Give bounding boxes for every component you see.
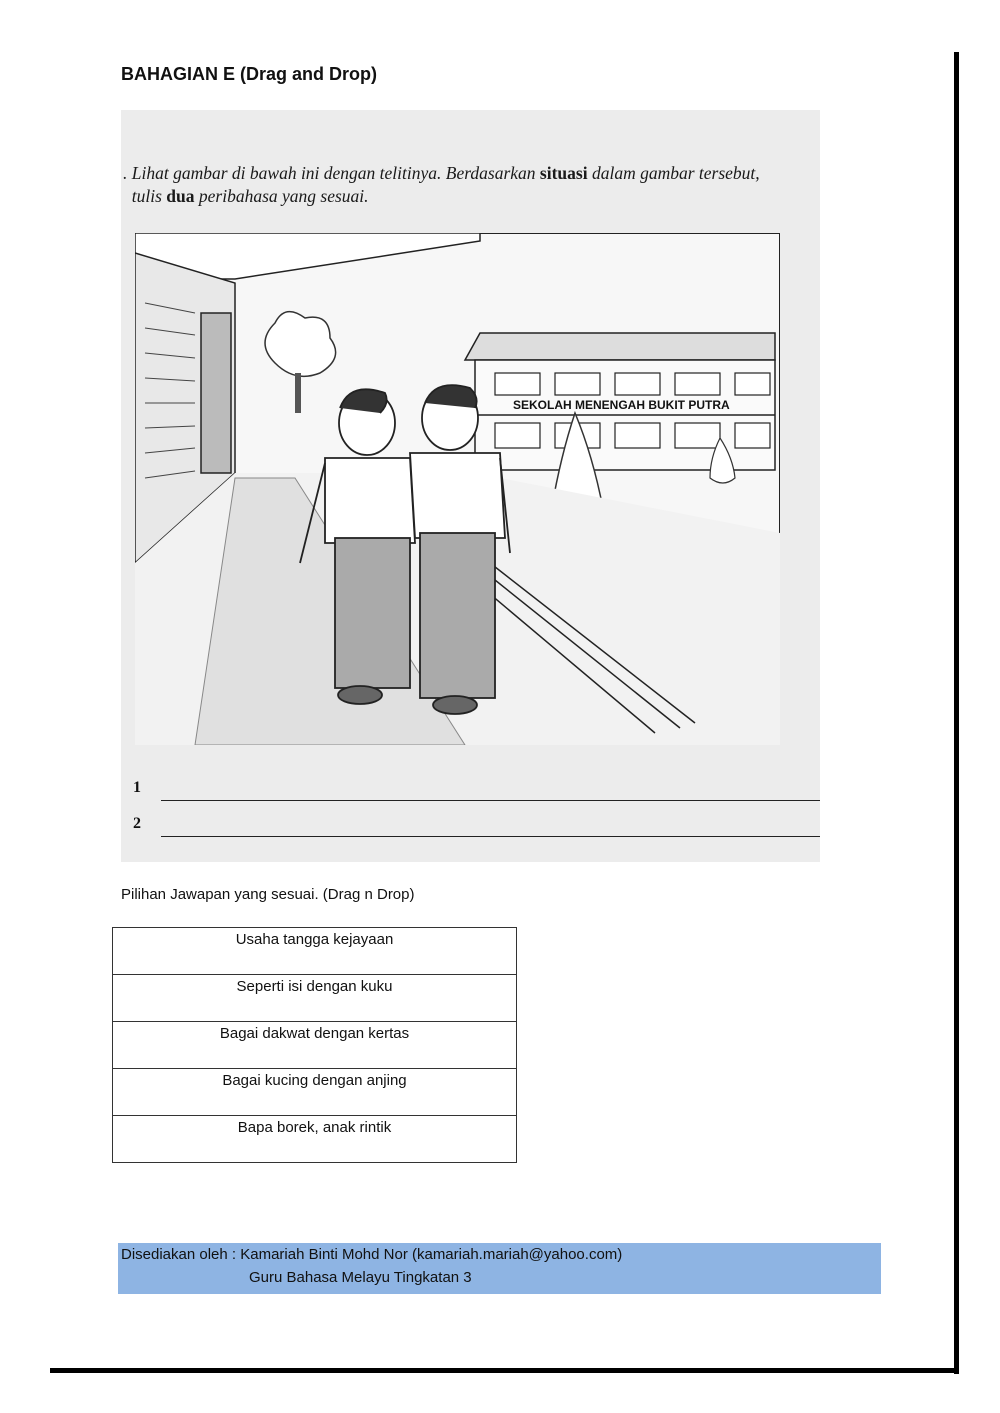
choices-table — [112, 927, 517, 1163]
footer-author: Disediakan oleh : Kamariah Binti Mohd Nor (kamariah.mariah@yahoo.com) — [121, 1246, 623, 1263]
page-border-right — [954, 52, 959, 1374]
footer-role: Guru Bahasa Melayu Tingkatan 3 — [249, 1269, 472, 1286]
answer-line-label-2: 2 — [133, 815, 141, 832]
footer-credits — [118, 1243, 881, 1294]
answer-line-1[interactable] — [161, 800, 820, 801]
choice-item[interactable]: Seperti isi dengan kuku — [113, 975, 517, 1022]
page-border-bottom — [50, 1368, 959, 1373]
answer-line-label-1: 1 — [133, 779, 141, 796]
choice-item[interactable]: Bapa borek, anak rintik — [113, 1116, 517, 1163]
question-instruction: . Lihat gambar di bawah ini dengan telitinya. Berdasarkan situasi dalam gambar tersebut, tulis dua peribahasa yang sesuai. — [123, 163, 760, 206]
choice-item[interactable]: Bagai dakwat dengan kertas — [113, 1022, 517, 1069]
choice-item[interactable]: Usaha tangga kejayaan — [113, 928, 517, 975]
school-illustration — [135, 233, 780, 745]
scanned-question — [121, 110, 820, 862]
section-heading: BAHAGIAN E (Drag and Drop) — [121, 64, 377, 84]
answer-line-2[interactable] — [161, 836, 820, 837]
choices-label: Pilihan Jawapan yang sesuai. (Drag n Drop) — [121, 886, 415, 903]
choice-item[interactable]: Bagai kucing dengan anjing — [113, 1069, 517, 1116]
school-sign-text: SEKOLAH MENENGAH BUKIT PUTRA — [513, 398, 730, 412]
school-building — [465, 333, 775, 470]
